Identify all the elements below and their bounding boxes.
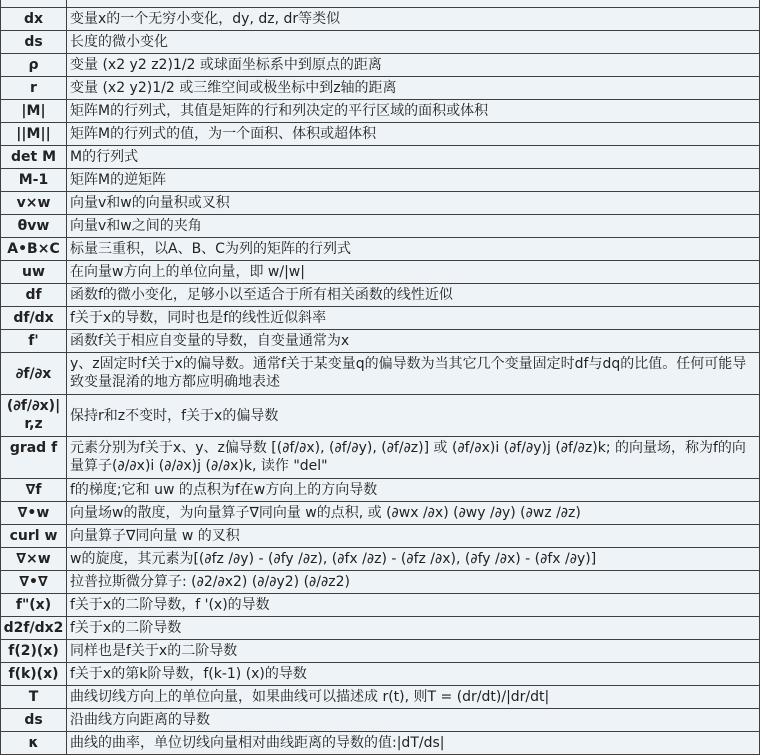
table-row: [1, 261, 760, 284]
table-row: [1, 54, 760, 77]
table-row: [1, 8, 760, 31]
table-row: [1, 479, 760, 502]
table-row: [1, 123, 760, 146]
symbol-cell: f(k)(x): [1, 663, 67, 686]
table-row: [1, 437, 760, 479]
table-row: [1, 215, 760, 238]
symbol-cell: f(2)(x): [1, 640, 67, 663]
description-cell: 矩阵M的行列式的值，为一个面积、体积或超体积: [67, 123, 760, 146]
symbol-cell: v×w: [1, 192, 67, 215]
description-cell: 变量 (x2 y2 z2)1/2 或球面坐标系中到原点的距离: [67, 54, 760, 77]
symbol-cell: (∂f/∂x)|r,z: [1, 395, 67, 437]
symbol-cell: [1, 0, 67, 8]
description-cell: M的行列式: [67, 146, 760, 169]
table-row: [1, 395, 760, 437]
description-cell: 矩阵M的行列式，其值是矩阵的行和列决定的平行区域的面积或体积: [67, 100, 760, 123]
table-row: [1, 353, 760, 395]
table-row: [1, 617, 760, 640]
symbol-cell: ∇×w: [1, 548, 67, 571]
symbol-cell: f"(x): [1, 594, 67, 617]
symbol-cell: κ: [1, 732, 67, 755]
table-row: [1, 525, 760, 548]
symbol-cell: det M: [1, 146, 67, 169]
symbol-cell: uw: [1, 261, 67, 284]
table-row: [1, 663, 760, 686]
description-cell: f关于x的第k阶导数，f(k-1) (x)的导数: [67, 663, 760, 686]
symbol-cell: |M|: [1, 100, 67, 123]
description-cell: 向量v和w之间的夹角: [67, 215, 760, 238]
table-row: [1, 732, 760, 755]
table-row: [1, 146, 760, 169]
description-cell: 向量算子∇同向量 w 的叉积: [67, 525, 760, 548]
symbol-cell: f': [1, 330, 67, 353]
symbol-cell: ∇•∇: [1, 571, 67, 594]
table-row: [1, 502, 760, 525]
table-row: [1, 284, 760, 307]
description-cell: [67, 0, 760, 8]
description-cell: f关于x的导数，同时也是f的线性近似斜率: [67, 307, 760, 330]
description-cell: f关于x的二阶导数，f '(x)的导数: [67, 594, 760, 617]
table-row: [1, 686, 760, 709]
table-row: [1, 192, 760, 215]
symbol-cell: dx: [1, 8, 67, 31]
symbol-cell: df/dx: [1, 307, 67, 330]
description-cell: y、z固定时f关于x的偏导数。通常f关于某变量q的偏导数为当其它几个变量固定时df与dq的比值。任何可能导致变量混淆的地方都应明确地表述: [67, 353, 760, 395]
symbol-cell: ∇•w: [1, 502, 67, 525]
symbol-cell: r: [1, 77, 67, 100]
symbol-cell: A•B×C: [1, 238, 67, 261]
symbol-cell: grad f: [1, 437, 67, 479]
symbol-cell: ρ: [1, 54, 67, 77]
description-cell: 长度的微小变化: [67, 31, 760, 54]
table-row: [1, 77, 760, 100]
symbol-cell: M-1: [1, 169, 67, 192]
description-cell: 在向量w方向上的单位向量，即 w/|w|: [67, 261, 760, 284]
description-cell: 函数f关于相应自变量的导数，自变量通常为x: [67, 330, 760, 353]
description-cell: 曲线的曲率，单位切线向量相对曲线距离的导数的值:|dT/ds|: [67, 732, 760, 755]
symbol-cell: ds: [1, 31, 67, 54]
description-cell: 变量 (x2 y2)1/2 或三维空间或极坐标中到z轴的距离: [67, 77, 760, 100]
table-row: [1, 709, 760, 732]
description-cell: 元素分别为f关于x、y、z偏导数 [(∂f/∂x), (∂f/∂y), (∂f/∂z)] 或 (∂f/∂x)i (∂f/∂y)j (∂f/∂z)k; 的向量场，称为f的向量算子(∂/∂x)i (∂/∂x)j (∂/∂x)k, 读作 "del": [67, 437, 760, 479]
symbol-cell: ∂f/∂x: [1, 353, 67, 395]
table-row: [1, 330, 760, 353]
table-row: [1, 640, 760, 663]
symbol-cell: θvw: [1, 215, 67, 238]
description-cell: 保持r和z不变时，f关于x的偏导数: [67, 395, 760, 437]
symbol-cell: d2f/dx2: [1, 617, 67, 640]
description-cell: f关于x的二阶导数: [67, 617, 760, 640]
description-cell: 曲线切线方向上的单位向量，如果曲线可以描述成 r(t), 则T = (dr/dt)/|dr/dt|: [67, 686, 760, 709]
symbol-cell: T: [1, 686, 67, 709]
description-cell: 函数f的微小变化，足够小以至适合于所有相关函数的线性近似: [67, 284, 760, 307]
table-row: [1, 100, 760, 123]
description-cell: 标量三重积，以A、B、C为列的矩阵的行列式: [67, 238, 760, 261]
table-row: [1, 571, 760, 594]
description-cell: 同样也是f关于x的二阶导数: [67, 640, 760, 663]
description-cell: 矩阵M的逆矩阵: [67, 169, 760, 192]
symbol-cell: df: [1, 284, 67, 307]
table-row: [1, 594, 760, 617]
description-cell: 拉普拉斯微分算子: (∂2/∂x2) (∂/∂y2) (∂/∂z2): [67, 571, 760, 594]
description-cell: 向量场w的散度，为向量算子∇同向量 w的点积, 或 (∂wx /∂x) (∂wy /∂y) (∂wz /∂z): [67, 502, 760, 525]
description-cell: f的梯度;它和 uw 的点积为f在w方向上的方向导数: [67, 479, 760, 502]
symbol-cell: ||M||: [1, 123, 67, 146]
table-row: [1, 548, 760, 571]
description-cell: w的旋度，其元素为[(∂fz /∂y) - (∂fy /∂z), (∂fx /∂z) - (∂fz /∂x), (∂fy /∂x) - (∂fx /∂y)]: [67, 548, 760, 571]
table-row: [1, 169, 760, 192]
table-row: [1, 31, 760, 54]
symbol-cell: curl w: [1, 525, 67, 548]
description-cell: 变量x的一个无穷小变化，dy, dz, dr等类似: [67, 8, 760, 31]
table-row: [1, 0, 760, 8]
table-row: [1, 238, 760, 261]
symbol-cell: ds: [1, 709, 67, 732]
symbol-cell: ∇f: [1, 479, 67, 502]
table-row: [1, 307, 760, 330]
description-cell: 沿曲线方向距离的导数: [67, 709, 760, 732]
description-cell: 向量v和w的向量积或叉积: [67, 192, 760, 215]
